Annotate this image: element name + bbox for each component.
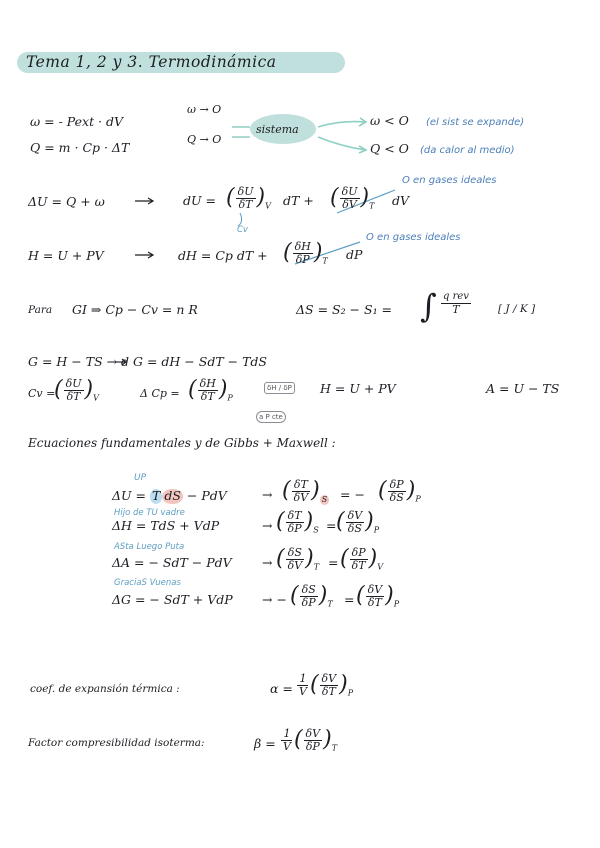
work-equation: ω = - Pext · dV [30,114,124,129]
first-law: ΔU = Q + ω [28,194,105,209]
enthalpy-def: H = U + PV [28,248,104,263]
zero-ideal-gas-1: O en gases ideales [402,175,497,186]
maxwell-2-arrow: → [262,518,273,533]
mnemonic-up: UP [134,473,147,483]
page-title: Tema 1, 2 y 3. Termodinámica [26,53,277,71]
para-label: Para [28,304,53,316]
maxwell-2-left: ( $\frac{\delta T}{\delta P}$ )$_S$ [276,509,319,535]
alpha-lhs: α = [270,681,293,696]
p-cte-note: a P cte [256,411,286,423]
du-partial-1: ( $\frac{\delta U}{\delta T}$ )$_V$ [226,185,271,211]
enthalpy-def-2: H = U + PV [320,381,396,396]
maxwell-2-equals: = [326,518,337,533]
du-dv: dV [392,193,410,208]
maxwell-3-left: ( $\frac{\delta S}{\delta V}$ )$_T$ [276,546,320,572]
cv-note: Cv [237,225,248,235]
cv-lhs: Cv = [28,387,56,400]
maxwell-3-right: ( $\frac{\delta P}{\delta T}$ )$_V$ [340,546,383,572]
maxwell-1-left: ( $\frac{\delta T}{\delta V}$ ) S [282,478,328,504]
zero-ideal-gas-2: O en gases ideales [366,232,461,243]
du-partial-2: ( $\frac{\delta U}{\delta V}$ )$_T$ [330,185,375,211]
entropy-units: [ J / K ] [498,303,536,315]
system-label: sistema [256,123,299,136]
work-negative: ω < O [370,113,409,128]
maxwell-3-equals: = [328,555,339,570]
maxwell-3-arrow: → [262,555,273,570]
du-fundamental: ΔU = T dS − PdV [112,488,227,503]
cv-partial: ( $\frac{\delta U}{\delta T}$ )$_V$ [54,377,99,403]
dh-lhs: dH = Cp dT + [178,248,268,263]
maxwell-4-equals: = [344,592,355,607]
mnemonic-gracias: GraciaS Vuenas [114,578,181,588]
cp-lhs: Δ Cp = [140,387,180,400]
maxwell-4-left: ( $\frac{\delta S}{\delta P}$ )$_T$ [290,583,333,609]
maxwell-1-equals: = − [340,487,365,502]
heat-sign-label: Q → O [187,133,222,146]
compressibility-label: Factor compresibilidad isoterma: [28,737,205,749]
beta-lhs: β = [254,736,276,751]
gibbs-definition: G = H − TS → d G = dH − SdT − TdS [28,354,267,369]
maxwell-4-right: ( $\frac{\delta V}{\delta T}$ )$_P$ [356,583,400,609]
dg-fundamental: ΔG = − SdT + VdP [112,592,233,607]
small-note-box: δH / δP [264,382,295,394]
du-lhs: dU = [183,193,216,208]
du-dt: dT + [283,193,314,208]
note-gives-heat: (da calor al medio) [420,145,515,156]
note-expands: (el sist se expande) [426,117,525,128]
mayer-relation: GI ⇒ Cp − Cv = n R [72,302,198,317]
work-sign-label: ω → O [187,103,222,116]
entropy-fraction: $\frac{\text{q rev}}{T}$ [443,291,469,316]
maxwell-1-arrow: → [262,487,273,502]
heat-equation: Q = m · Cp · ΔT [30,140,130,155]
alpha-expression: $\frac{1}{V}$ ( $\frac{\delta V}{\delta T}$ )$_P$ [299,672,354,698]
maxwell-2-right: ( $\frac{\delta V}{\delta S}$ )$_P$ [336,509,380,535]
integral-sign: ∫ [420,287,437,325]
mnemonic-asta: ASta Luego Puta [114,542,185,552]
maxwell-4-arrow: → − [262,592,287,607]
maxwell-1-right: ( $\frac{\delta P}{\delta S}$ )$_P$ [378,478,421,504]
beta-expression: $\frac{1}{V}$ ( $\frac{\delta V}{\delta P}$ )$_T$ [283,727,338,753]
helmholtz-def: A = U − TS [486,381,560,396]
dh-dp: dP [346,247,363,262]
section-fundamental-equations: Ecuaciones fundamentales y de Gibbs + Maxwell : [28,436,336,450]
expansion-coef-label: coef. de expansión térmica : [30,683,180,695]
mnemonic-hijo: Hijo de TU vadre [114,508,185,518]
heat-negative: Q < O [370,141,409,156]
entropy-change: ΔS = S₂ − S₁ = [296,302,393,317]
cp-partial: ( $\frac{\delta H}{\delta T}$ )$_P$ [188,377,233,403]
dh-partial: ( $\frac{\delta H}{\delta P}$ )$_T$ [283,240,328,266]
da-fundamental: ΔA = − SdT − PdV [112,555,232,570]
dh-fundamental: ΔH = TdS + VdP [112,518,220,533]
